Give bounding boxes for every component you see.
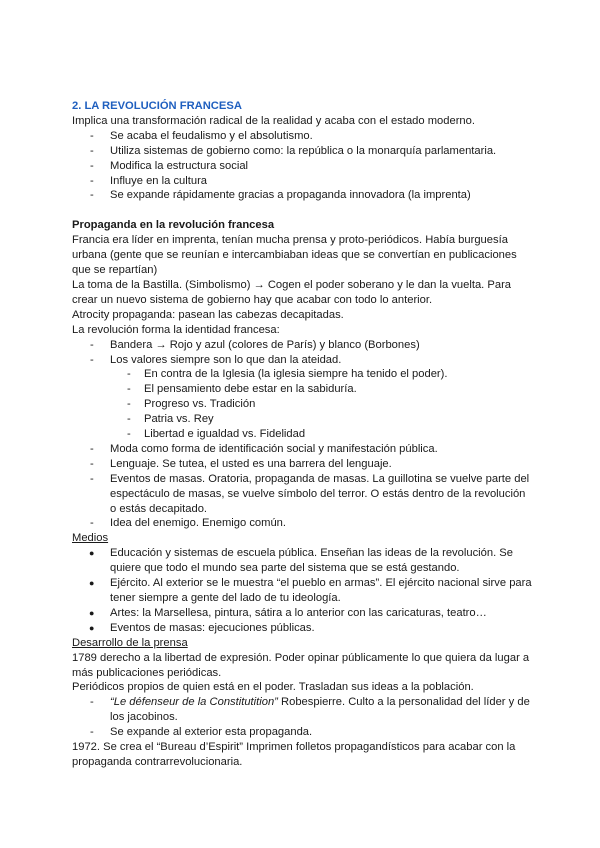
values-list (72, 367, 534, 442)
paragraph: Francia era líder en imprenta, tenían mucha prensa y proto-periódicos. Había burguesía urbana (gente que se reunían e intercambiaban ideas que se convertían en publicaciones que se repartían) (72, 234, 517, 277)
list-item: - En contra de la Iglesia (la iglesia siempre ha tenido el poder). (72, 367, 534, 382)
list-item-text: Robespierre. Culto a la personalidad del líder y de los jacobinos. (110, 696, 530, 724)
paragraph: Atrocity propaganda: pasean las cabezas decapitadas. (72, 308, 344, 321)
identity-list-continued (72, 442, 534, 531)
list-item: - Se expande al exterior esta propaganda. (72, 725, 534, 740)
list-item: - Los valores siempre son lo que dan la ateidad. (72, 353, 534, 368)
list-item: - El pensamiento debe estar en la sabiduría. (72, 382, 534, 397)
document-body (72, 99, 534, 770)
list-item: ● Eventos de masas: ejecuciones públicas. (72, 621, 534, 636)
list-item: - Bandera → Rojo y azul (colores de París) y blanco (Borbones) (72, 338, 534, 353)
list-item: ● Ejército. Al exterior se le muestra “el pueblo en armas”. El ejército nacional sirve para tener siempre a gente del lado de tu ideología. (72, 576, 534, 606)
newspaper-title: “Le défenseur de la Constitutition” (110, 696, 278, 709)
medios-list (72, 546, 534, 635)
paragraph: 1789 derecho a la libertad de expresión. Poder opinar públicamente lo que quiera da lugar a más publicaciones periódicas. (72, 651, 530, 679)
list-item: - Progreso vs. Tradición (72, 397, 534, 412)
prensa-heading: Desarrollo de la prensa (72, 636, 188, 649)
list-item: - Patria vs. Rey (72, 412, 534, 427)
identity-list (72, 338, 534, 368)
paragraph: La revolución forma la identidad francesa: (72, 323, 280, 336)
list-item: - Utiliza sistemas de gobierno como: la república o la monarquía parlamentaria. (72, 144, 534, 159)
intro-list (72, 129, 534, 204)
paragraph: La toma de la Bastilla. (Simbolismo) → Cogen el poder soberano y le dan la vuelta. Para crear un nuevo sistema de gobierno hay que acabar con todo lo anterior. (72, 278, 512, 306)
list-item: ● Artes: la Marsellesa, pintura, sátira a lo anterior con las caricaturas, teatro… (72, 606, 534, 621)
list-item: - Eventos de masas. Oratoria, propaganda de masas. La guillotina se vuelve parte del espectáculo de masas, se vuelve símbolo del terror. O estás dentro de la revolución o estás decapitado. (72, 472, 534, 517)
list-item: - Se expande rápidamente gracias a propaganda innovadora (la imprenta) (72, 188, 534, 203)
list-item: - Libertad e igualdad vs. Fidelidad (72, 427, 534, 442)
list-item: - Influye en la cultura (72, 174, 534, 189)
paragraph: 1972. Se crea el “Bureau d’Espirit” Imprimen folletos propagandísticos para acabar con la propaganda contrarrevolucionaria. (72, 741, 516, 768)
intro-paragraph: Implica una transformación radical de la realidad y acaba con el estado moderno. (72, 114, 475, 127)
list-item: - Moda como forma de identificación social y manifestación pública. (72, 442, 534, 457)
paragraph: Periódicos propios de quien está en el poder. Trasladan sus ideas a la población. (72, 681, 474, 694)
medios-heading: Medios (72, 532, 109, 545)
section-title: 2. LA REVOLUCIÓN FRANCESA (72, 100, 242, 112)
list-item (72, 695, 534, 725)
list-item: - Lenguaje. Se tutea, el usted es una barrera del lenguaje. (72, 457, 534, 472)
list-item: - Idea del enemigo. Enemigo común. (72, 516, 534, 531)
propaganda-heading: Propaganda en la revolución francesa (72, 219, 275, 232)
list-item: - Se acaba el feudalismo y el absolutismo. (72, 129, 534, 144)
prensa-list (72, 695, 534, 740)
list-item: - Modifica la estructura social (72, 159, 534, 174)
list-item: ● Educación y sistemas de escuela pública. Enseñan las ideas de la revolución. Se quiere que todo el mundo sea parte del sistema que se está gestando. (72, 546, 534, 576)
